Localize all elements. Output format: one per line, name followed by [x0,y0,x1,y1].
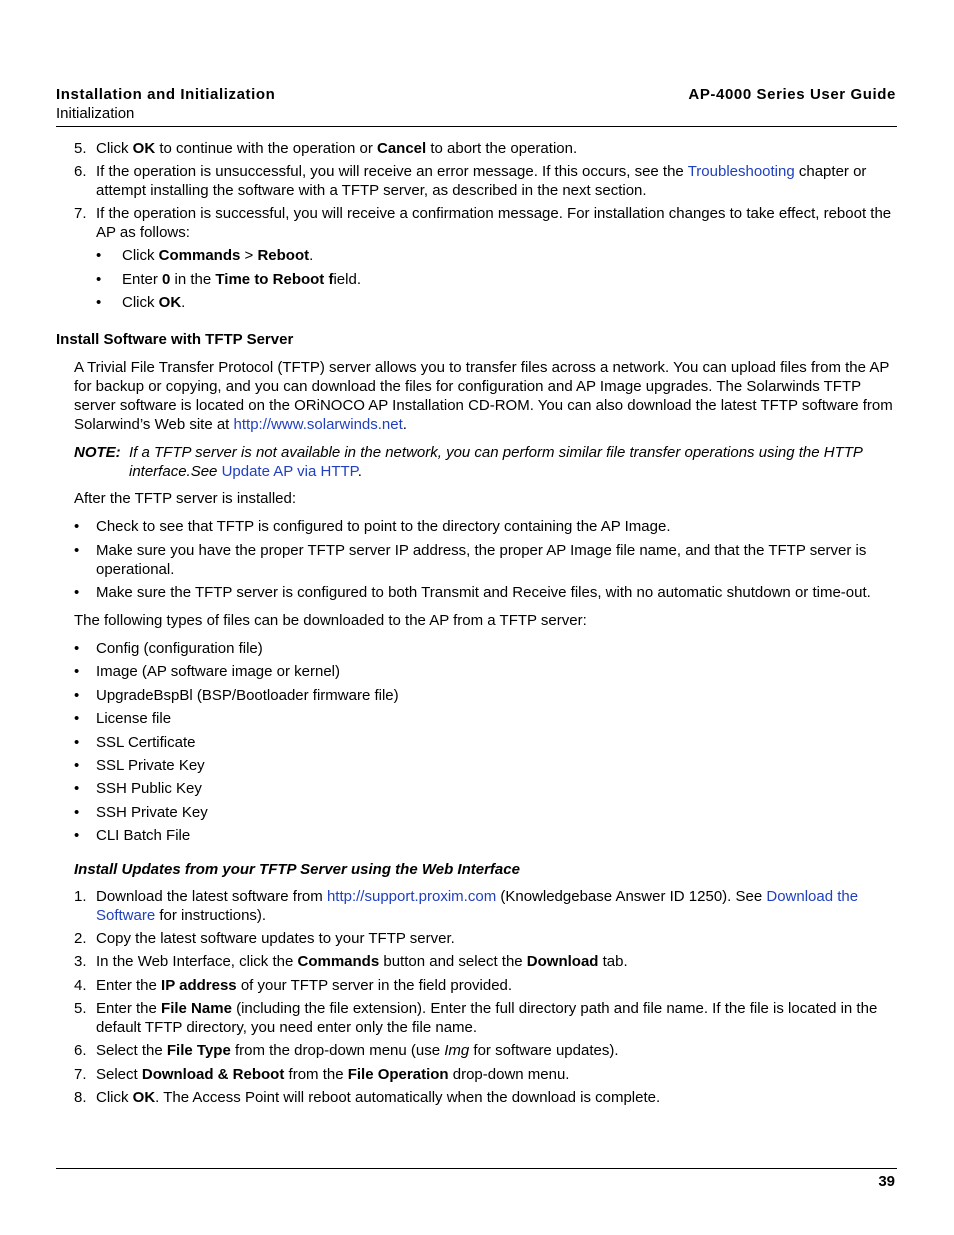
intro-paragraph: A Trivial File Transfer Protocol (TFTP) server allows you to transfer files across a network. You can upload files from the AP for backup or copying, and you can download the files for configuration and AP Image upgrades. The Solarwinds TFTP server software is located on the ORiNOCO AP Installation CD-ROM. You can also download the latest TFTP software from Solarwind’s Web site at http://www.solarwinds.net. [74,359,893,433]
sub-bullet-text: Click Commands > Reboot. [122,247,314,264]
file-type-item: SSH Public Key [96,780,202,797]
step-text: Enter the File Name (including the file extension). Enter the full directory path and file name. If the file is located in the default TFTP directory, you need enter only the file name. [96,1000,878,1036]
step-number: 3. [74,953,87,970]
bullet-icon: • [74,640,80,657]
step-number: 6. [74,163,87,180]
file-type-item: Config (configuration file) [96,640,263,657]
step-number: 2. [74,930,87,947]
bullet-icon: • [96,271,102,288]
step-text: Enter the IP address of your TFTP server in the field provided. [96,977,513,994]
step-text: Download the latest software from http://support.proxim.com (Knowledgebase Answer ID 1250). See Download the Software for instructions). [96,888,859,924]
bullet-icon: • [74,518,80,535]
bullet-icon: • [74,663,80,680]
update-ap-via-http-link[interactable]: Update AP via HTTP [221,463,358,480]
after-installed-text: After the TFTP server is installed: [74,490,297,507]
file-type-item: UpgradeBspBl (BSP/Bootloader firmware file) [96,687,399,704]
note-text: If a TFTP server is not available in the network, you can perform similar file transfer operations using the HTTP interface.See Update AP via HTTP. [129,444,863,480]
bullet-icon: • [74,734,80,751]
bullet-icon: • [74,780,80,797]
file-type-item: SSH Private Key [96,804,208,821]
bullet-icon: • [96,247,102,264]
step-number: 7. [74,1066,87,1083]
subsection-heading: Install Updates from your TFTP Server using the Web Interface [74,861,520,878]
troubleshooting-link[interactable]: Troubleshooting [687,163,795,180]
file-type-item: CLI Batch File [96,827,191,844]
sub-bullet-text: Click OK. [122,294,186,311]
sub-bullet-text: Enter 0 in the Time to Reboot field. [122,271,361,288]
step-text: Copy the latest software updates to your TFTP server. [96,930,455,947]
step-text: If the operation is unsuccessful, you will receive an error message. If this occurs, see the Troubleshooting chapter or attempt installing the software with a TFTP server, as described in the next section. [96,163,867,199]
footer-rule [56,1168,897,1169]
file-type-item: Image (AP software image or kernel) [96,663,340,680]
download-the-software-link[interactable]: Download the [766,888,859,905]
file-type-item: SSL Certificate [96,734,196,751]
bullet-icon: • [74,584,80,601]
step-text: Select the File Type from the drop-down menu (use Img for software updates). [96,1042,619,1059]
bullet-icon: • [96,294,102,311]
step-number: 4. [74,977,87,994]
bullet-icon: • [74,710,80,727]
bullet-icon: • [74,804,80,821]
step-number: 7. [74,205,87,222]
step-text: Click OK to continue with the operation or Cancel to abort the operation. [96,140,578,157]
running-header-chapter: Installation and Initialization [56,86,276,103]
file-type-item: License file [96,710,172,727]
download-the-software-link[interactable]: Software [96,907,156,924]
section-heading: Install Software with TFTP Server [56,331,294,348]
note-label: NOTE: [74,444,121,461]
bullet-icon: • [74,827,80,844]
step-number: 8. [74,1089,87,1106]
proxim-support-link[interactable]: http://support.proxim.com [326,888,497,905]
running-header-section: Initialization [56,105,135,122]
step-text: Click OK. The Access Point will reboot automatically when the download is complete. [96,1089,661,1106]
bullet-icon: • [74,757,80,774]
check-item: Check to see that TFTP is configured to point to the directory containing the AP Image. [96,518,671,535]
step-number: 5. [74,140,87,157]
step-text: Select Download & Reboot from the File Operation drop-down menu. [96,1066,570,1083]
step-text: In the Web Interface, click the Commands button and select the Download tab. [96,953,628,970]
running-header-guide-title: AP-4000 Series User Guide [688,86,896,103]
step-text: If the operation is successful, you will receive a confirmation message. For installation changes to take effect, reboot the AP as follows: [96,205,892,241]
header-rule [56,126,897,127]
step-number: 1. [74,888,87,905]
step-number: 6. [74,1042,87,1059]
file-types-intro: The following types of files can be downloaded to the AP from a TFTP server: [74,612,587,629]
check-item: Make sure the TFTP server is configured to both Transmit and Receive files, with no automatic shutdown or time-out. [96,584,871,601]
file-type-item: SSL Private Key [96,757,205,774]
solarwinds-link[interactable]: http://www.solarwinds.net [233,416,403,433]
step-number: 5. [74,1000,87,1017]
check-item: Make sure you have the proper TFTP server IP address, the proper AP Image file name, and that the TFTP server is operational. [96,542,867,578]
page-number: 39 [878,1173,895,1190]
bullet-icon: • [74,542,80,559]
bullet-icon: • [74,687,80,704]
